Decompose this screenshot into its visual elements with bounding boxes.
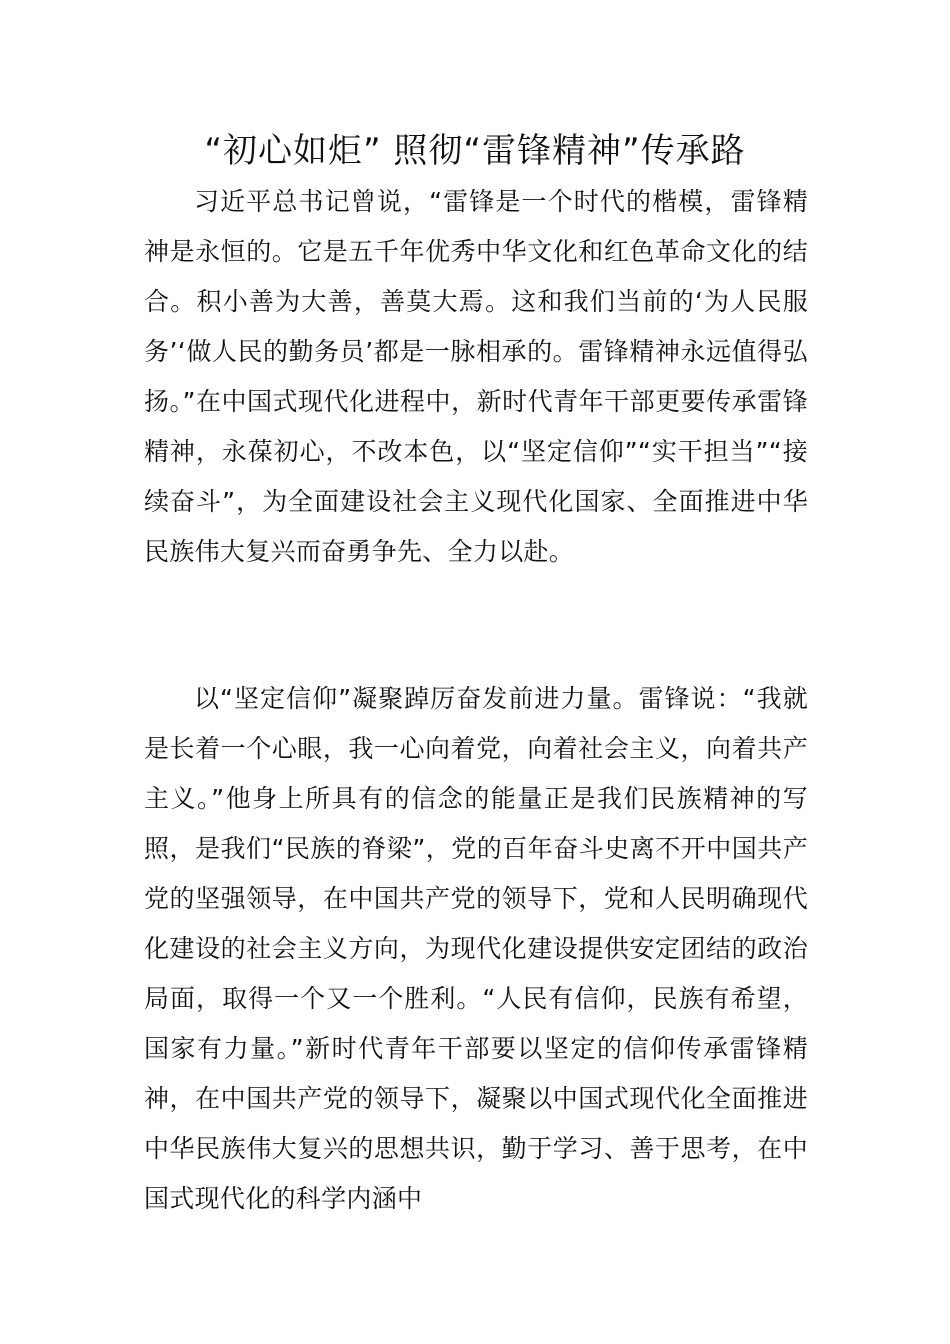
paragraph-firm-belief: 以“坚定信仰”凝聚踔厉奋发前进力量。雷锋说：“我就是长着一个心眼，我一心向着党，向着社会主义，向着共产主义。”他身上所具有的信念的能量正是我们民族精神的写照，是我们“民族的脊梁”，党的百年奋斗史离不开中国共产党的坚强领导，在中国共产党的领导下，党和人民明确现代化建设的社会主义方向，为现代化建设提供安定团结的政治局面，取得一个又一个胜利。“人民有信仰，民族有希望，国家有力量。”新时代青年干部要以坚定的信仰传承雷锋精神，在中国共产党的领导下，凝聚以中国式现代化全面推进中华民族伟大复兴的思想共识，勤于学习、善于思考，在中国式现代化的科学内涵中 — [144, 684, 808, 1213]
paragraph-intro: 习近平总书记曾说，“雷锋是一个时代的楷模，雷锋精神是永恒的。它是五千年优秀中华文化和红色革命文化的结合。积小善为大善，善莫大焉。这和我们当前的‘为人民服务’‘做人民的勤务员’都是一脉相承的。雷锋精神永远值得弘扬。”在中国式现代化进程中，新时代青年干部更要传承雷锋精神，永葆初心，不改本色，以“坚定信仰”“实干担当”“接续奋斗”，为全面建设社会主义现代化国家、全面推进中华民族伟大复兴而奋勇争先、全力以赴。 — [144, 187, 808, 566]
document-title: “初心如炬” 照彻“雷锋精神”传承路 — [204, 131, 746, 171]
